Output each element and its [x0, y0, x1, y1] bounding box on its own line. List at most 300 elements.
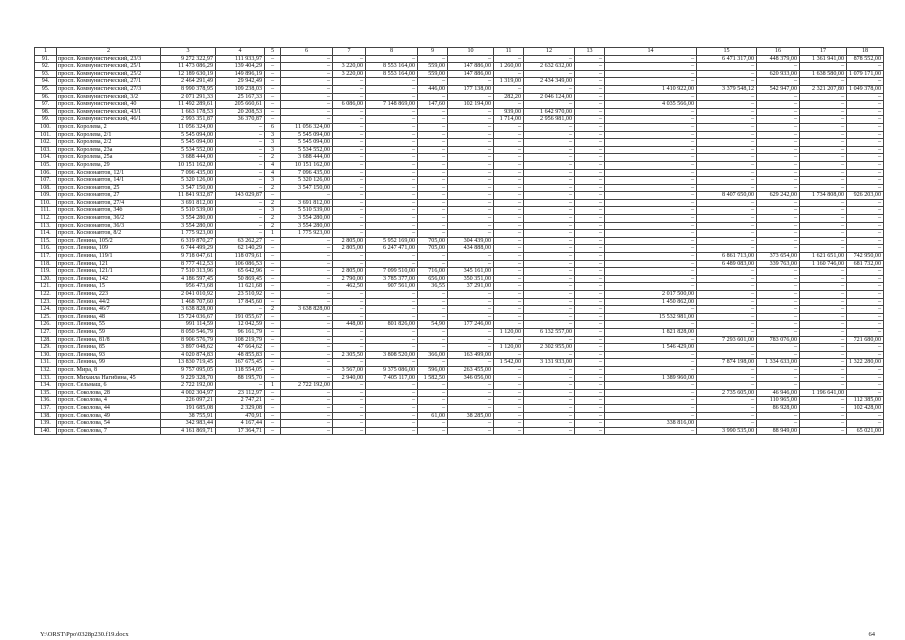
amount-cell: 3 554 280,00 [281, 215, 333, 223]
amount-cell: – [847, 374, 884, 382]
amount-cell: – [448, 328, 494, 336]
amount-cell: 2 722 192,00 [281, 382, 333, 390]
address-cell: просп. Коммунистический, 43/1 [57, 108, 161, 116]
amount-cell: 3 554 280,00 [161, 222, 216, 230]
amount-cell: – [575, 146, 605, 154]
amount-cell: 681 732,00 [847, 260, 884, 268]
amount-cell: – [605, 161, 697, 169]
amount-cell: – [800, 146, 847, 154]
amount-cell: 3 688 444,00 [281, 154, 333, 162]
address-cell: просп. Коммунистический, 27/3 [57, 85, 161, 93]
amount-cell: – [333, 260, 366, 268]
address-cell: просп. Михаила Нагибина, 45 [57, 374, 161, 382]
table-row [35, 283, 884, 291]
address-cell: просп. Коммунистический, 27/1 [57, 78, 161, 86]
row-number-cell: 137. [35, 404, 57, 412]
amount-cell: – [697, 397, 757, 405]
amount-cell: – [281, 245, 333, 253]
amount-cell: 366,00 [418, 351, 448, 359]
amount-cell: – [494, 161, 524, 169]
amount-cell: – [366, 169, 418, 177]
amount-cell: 109 238,03 [216, 85, 265, 93]
amount-cell: – [366, 306, 418, 314]
amount-cell: – [366, 420, 418, 428]
amount-cell: – [605, 108, 697, 116]
row-number-cell: 101. [35, 131, 57, 139]
address-cell: просп. Ленина, 81/8 [57, 336, 161, 344]
amount-cell: – [448, 199, 494, 207]
amount-cell: 5 510 539,00 [281, 207, 333, 215]
amount-cell: – [800, 404, 847, 412]
page-footer [40, 630, 875, 639]
amount-cell: 1 079 171,00 [847, 70, 884, 78]
amount-cell: – [605, 336, 697, 344]
row-number-cell: 105. [35, 161, 57, 169]
table-row [35, 161, 884, 169]
amount-cell: – [333, 192, 366, 200]
address-cell: просп. Ленина, 59 [57, 328, 161, 336]
amount-cell: – [575, 215, 605, 223]
amount-cell: – [847, 154, 884, 162]
amount-cell: – [494, 184, 524, 192]
amount-cell: – [800, 275, 847, 283]
amount-cell: – [494, 139, 524, 147]
count-cell: – [265, 70, 281, 78]
amount-cell: – [847, 275, 884, 283]
amount-cell: 112 385,00 [847, 397, 884, 405]
amount-cell: – [800, 93, 847, 101]
amount-cell: 7 293 601,00 [697, 336, 757, 344]
amount-cell: 596,00 [418, 366, 448, 374]
amount-cell: – [524, 123, 575, 131]
amount-cell: – [847, 298, 884, 306]
amount-cell: 2 632 632,00 [524, 63, 575, 71]
amount-cell: – [281, 260, 333, 268]
data-table [34, 47, 884, 435]
amount-cell: – [800, 230, 847, 238]
address-cell: просп. Коммунистический, 23/3 [57, 55, 161, 63]
amount-cell: – [366, 336, 418, 344]
column-number-header: 15 [697, 48, 757, 56]
amount-cell: – [333, 116, 366, 124]
count-cell: – [265, 344, 281, 352]
amount-cell: 542 947,00 [757, 85, 800, 93]
amount-cell: 5 320 126,00 [281, 177, 333, 185]
amount-cell: 7 405 117,00 [366, 374, 418, 382]
amount-cell: 1 389 960,00 [605, 374, 697, 382]
amount-cell: – [575, 313, 605, 321]
count-cell: – [265, 321, 281, 329]
amount-cell: – [757, 131, 800, 139]
amount-cell: – [216, 146, 265, 154]
amount-cell: – [697, 63, 757, 71]
amount-cell: – [366, 154, 418, 162]
column-number-header: 1 [35, 48, 57, 56]
amount-cell: 143 029,87 [216, 192, 265, 200]
amount-cell: – [847, 222, 884, 230]
amount-cell: – [494, 283, 524, 291]
amount-cell: – [697, 222, 757, 230]
amount-cell: 1 542,00 [494, 359, 524, 367]
amount-cell: – [800, 374, 847, 382]
amount-cell: 6 247 471,00 [366, 245, 418, 253]
amount-cell: – [757, 222, 800, 230]
amount-cell: 2 071 291,33 [161, 93, 216, 101]
amount-cell: 656,00 [418, 275, 448, 283]
amount-cell: 446,00 [418, 85, 448, 93]
amount-cell: 6 319 870,27 [161, 237, 216, 245]
amount-cell: – [366, 177, 418, 185]
amount-cell: – [575, 184, 605, 192]
amount-cell: – [418, 93, 448, 101]
amount-cell: 3 554 280,00 [281, 222, 333, 230]
amount-cell: – [757, 161, 800, 169]
amount-cell: – [281, 70, 333, 78]
amount-cell: – [366, 412, 418, 420]
amount-cell: – [575, 412, 605, 420]
amount-cell: – [333, 78, 366, 86]
amount-cell: – [448, 230, 494, 238]
table-row [35, 108, 884, 116]
amount-cell: – [216, 199, 265, 207]
row-number-cell: 130. [35, 351, 57, 359]
count-cell: 1 [265, 382, 281, 390]
amount-cell: – [333, 169, 366, 177]
table-row [35, 359, 884, 367]
amount-cell: – [605, 321, 697, 329]
amount-cell: – [524, 154, 575, 162]
column-number-header: 6 [281, 48, 333, 56]
amount-cell: – [418, 260, 448, 268]
table-row [35, 131, 884, 139]
amount-cell: – [418, 382, 448, 390]
address-cell: просп. Ленина, 93 [57, 351, 161, 359]
amount-cell: – [524, 336, 575, 344]
amount-cell: – [524, 298, 575, 306]
amount-cell: – [494, 230, 524, 238]
amount-cell: 9 718 047,61 [161, 253, 216, 261]
amount-cell: 705,00 [418, 237, 448, 245]
count-cell: 3 [265, 146, 281, 154]
amount-cell: – [697, 177, 757, 185]
row-number-cell: 112. [35, 215, 57, 223]
amount-cell: – [697, 78, 757, 86]
amount-cell: – [800, 169, 847, 177]
amount-cell: – [366, 93, 418, 101]
amount-cell: 5 510 539,00 [161, 207, 216, 215]
amount-cell: 1 049 378,00 [847, 85, 884, 93]
amount-cell: – [575, 199, 605, 207]
table-row [35, 93, 884, 101]
address-cell: просп. Космонавтов, 34б [57, 207, 161, 215]
amount-cell: – [757, 199, 800, 207]
amount-cell: – [575, 169, 605, 177]
amount-cell: – [448, 207, 494, 215]
amount-cell: 5 534 552,00 [161, 146, 216, 154]
amount-cell: – [494, 253, 524, 261]
amount-cell: – [605, 351, 697, 359]
column-number-header: 17 [800, 48, 847, 56]
amount-cell: – [524, 146, 575, 154]
amount-cell: 559,00 [418, 63, 448, 71]
amount-cell: – [575, 154, 605, 162]
amount-cell: – [448, 420, 494, 428]
amount-cell: – [575, 55, 605, 63]
amount-cell: 8 906 576,79 [161, 336, 216, 344]
amount-cell: – [366, 161, 418, 169]
amount-cell: – [524, 321, 575, 329]
amount-cell: 8 990 378,95 [161, 85, 216, 93]
address-cell: просп. Ленина, 105/2 [57, 237, 161, 245]
amount-cell: – [366, 427, 418, 435]
amount-cell: – [494, 123, 524, 131]
address-cell: просп. Ленина, 48 [57, 313, 161, 321]
count-cell: 3 [265, 131, 281, 139]
amount-cell: 147,60 [418, 101, 448, 109]
amount-cell: 2 735 605,00 [697, 389, 757, 397]
amount-cell: 721 680,00 [847, 336, 884, 344]
row-number-cell: 129. [35, 344, 57, 352]
amount-cell: 4 035 566,00 [605, 101, 697, 109]
row-number-cell: 126. [35, 321, 57, 329]
amount-cell: – [524, 275, 575, 283]
amount-cell: – [448, 131, 494, 139]
amount-cell: – [575, 306, 605, 314]
amount-cell: – [448, 139, 494, 147]
amount-cell: – [524, 207, 575, 215]
amount-cell: – [366, 313, 418, 321]
amount-cell: – [847, 139, 884, 147]
amount-cell: 4 167,44 [216, 420, 265, 428]
amount-cell: – [800, 397, 847, 405]
amount-cell: 7 099 510,00 [366, 268, 418, 276]
address-cell: просп. Космонавтов, 36/2 [57, 215, 161, 223]
count-cell: – [265, 260, 281, 268]
amount-cell: – [494, 146, 524, 154]
amount-cell: – [448, 146, 494, 154]
table-row [35, 268, 884, 276]
count-cell: – [265, 245, 281, 253]
amount-cell: – [575, 192, 605, 200]
amount-cell: – [847, 161, 884, 169]
amount-cell: – [605, 275, 697, 283]
amount-cell: 17 364,71 [216, 427, 265, 435]
amount-cell: – [605, 412, 697, 420]
table-row [35, 154, 884, 162]
amount-cell: – [575, 374, 605, 382]
amount-cell: – [366, 116, 418, 124]
amount-cell: – [605, 359, 697, 367]
amount-cell: – [494, 275, 524, 283]
amount-cell: – [524, 313, 575, 321]
amount-cell: – [800, 412, 847, 420]
amount-cell: 1 120,00 [494, 344, 524, 352]
row-number-cell: 138. [35, 412, 57, 420]
amount-cell: 6 132 557,00 [524, 328, 575, 336]
amount-cell: – [366, 344, 418, 352]
amount-cell: – [697, 93, 757, 101]
amount-cell: – [418, 427, 448, 435]
amount-cell: – [800, 237, 847, 245]
amount-cell: – [847, 215, 884, 223]
amount-cell: – [216, 306, 265, 314]
amount-cell: – [575, 275, 605, 283]
count-cell: 3 [265, 207, 281, 215]
table-row [35, 374, 884, 382]
amount-cell: 48 855,83 [216, 351, 265, 359]
amount-cell: – [757, 146, 800, 154]
column-number-header: 5 [265, 48, 281, 56]
amount-cell: 11 473 086,29 [161, 63, 216, 71]
amount-cell: 559,00 [418, 70, 448, 78]
count-cell: – [265, 268, 281, 276]
row-number-cell: 99. [35, 116, 57, 124]
amount-cell: – [281, 420, 333, 428]
amount-cell: – [800, 351, 847, 359]
amount-cell: – [697, 283, 757, 291]
amount-cell: 36,55 [418, 283, 448, 291]
amount-cell: – [494, 245, 524, 253]
table-row [35, 192, 884, 200]
row-number-cell: 96. [35, 93, 57, 101]
amount-cell: 3 220,00 [333, 63, 366, 71]
amount-cell: – [847, 78, 884, 86]
amount-cell: – [494, 420, 524, 428]
amount-cell: 5 545 094,00 [281, 139, 333, 147]
amount-cell: – [366, 207, 418, 215]
row-number-cell: 104. [35, 154, 57, 162]
amount-cell: – [524, 351, 575, 359]
amount-cell: – [605, 192, 697, 200]
amount-cell: – [524, 161, 575, 169]
row-number-cell: 118. [35, 260, 57, 268]
amount-cell: – [605, 70, 697, 78]
amount-cell: – [281, 336, 333, 344]
count-cell: – [265, 412, 281, 420]
amount-cell: – [366, 146, 418, 154]
address-cell: просп. Ленина, 55 [57, 321, 161, 329]
amount-cell: 23 112,97 [216, 389, 265, 397]
amount-cell: 147 886,00 [448, 70, 494, 78]
amount-cell: – [605, 245, 697, 253]
amount-cell: – [697, 169, 757, 177]
amount-cell: 29 942,49 [216, 78, 265, 86]
amount-cell: – [800, 321, 847, 329]
amount-cell: 2 805,00 [333, 245, 366, 253]
table-row [35, 275, 884, 283]
amount-cell: – [697, 139, 757, 147]
amount-cell: – [847, 313, 884, 321]
amount-cell: 339 763,00 [757, 260, 800, 268]
row-number-cell: 127. [35, 328, 57, 336]
amount-cell: – [575, 78, 605, 86]
amount-cell: 1 663 178,53 [161, 108, 216, 116]
address-cell: просп. Королева, 2 [57, 123, 161, 131]
amount-cell: – [575, 397, 605, 405]
amount-cell: – [575, 139, 605, 147]
count-cell: – [265, 351, 281, 359]
table-row [35, 215, 884, 223]
amount-cell: – [697, 215, 757, 223]
amount-cell: – [575, 283, 605, 291]
amount-cell: – [605, 199, 697, 207]
amount-cell: 2 017 500,00 [605, 291, 697, 299]
amount-cell: – [366, 139, 418, 147]
amount-cell: 1 621 651,00 [800, 253, 847, 261]
amount-cell: – [448, 78, 494, 86]
amount-cell: – [216, 215, 265, 223]
count-cell: – [265, 397, 281, 405]
amount-cell: – [524, 427, 575, 435]
amount-cell: 4 020 874,83 [161, 351, 216, 359]
amount-cell: 2 790,00 [333, 275, 366, 283]
amount-cell: – [575, 207, 605, 215]
amount-cell: 106 086,53 [216, 260, 265, 268]
amount-cell: – [757, 245, 800, 253]
table-row [35, 85, 884, 93]
amount-cell: – [757, 101, 800, 109]
amount-cell: 3 691 812,00 [281, 199, 333, 207]
amount-cell: – [281, 412, 333, 420]
amount-cell: 448 379,00 [757, 55, 800, 63]
address-cell: просп. Космонавтов, 27 [57, 192, 161, 200]
amount-cell: 5 320 126,00 [161, 177, 216, 185]
count-cell: – [265, 275, 281, 283]
count-cell: – [265, 366, 281, 374]
amount-cell: – [697, 154, 757, 162]
count-cell: – [265, 93, 281, 101]
amount-cell: 3 897 048,62 [161, 344, 216, 352]
table-row [35, 245, 884, 253]
amount-cell: 373 654,00 [757, 253, 800, 261]
amount-cell: – [524, 412, 575, 420]
row-number-cell: 131. [35, 359, 57, 367]
amount-cell: 2 747,21 [216, 397, 265, 405]
column-number-header: 10 [448, 48, 494, 56]
address-cell: просп. Королева, 25а [57, 154, 161, 162]
amount-cell: – [697, 404, 757, 412]
amount-cell: – [605, 123, 697, 131]
amount-cell: – [448, 313, 494, 321]
address-cell: просп. Соколова, 44 [57, 404, 161, 412]
amount-cell: 38 285,00 [448, 412, 494, 420]
amount-cell: – [524, 245, 575, 253]
amount-cell: – [800, 382, 847, 390]
amount-cell: – [366, 123, 418, 131]
amount-cell: – [697, 382, 757, 390]
address-cell: просп. Королева, 29 [57, 161, 161, 169]
amount-cell: – [216, 123, 265, 131]
address-cell: просп. Ленина, 99 [57, 359, 161, 367]
amount-cell: – [524, 215, 575, 223]
amount-cell: – [418, 389, 448, 397]
amount-cell: – [697, 420, 757, 428]
amount-cell: 46 946,00 [757, 389, 800, 397]
amount-cell: – [575, 93, 605, 101]
amount-cell: – [575, 268, 605, 276]
amount-cell: 1 775 923,00 [281, 230, 333, 238]
amount-cell: – [847, 382, 884, 390]
amount-cell: 956 473,68 [161, 283, 216, 291]
amount-cell: – [847, 63, 884, 71]
amount-cell: – [418, 298, 448, 306]
amount-cell: – [418, 207, 448, 215]
amount-cell: – [418, 404, 448, 412]
amount-cell: – [418, 253, 448, 261]
amount-cell: – [605, 154, 697, 162]
address-cell: просп. Ленина, 121 [57, 260, 161, 268]
address-cell: просп. Космонавтов, 25 [57, 184, 161, 192]
